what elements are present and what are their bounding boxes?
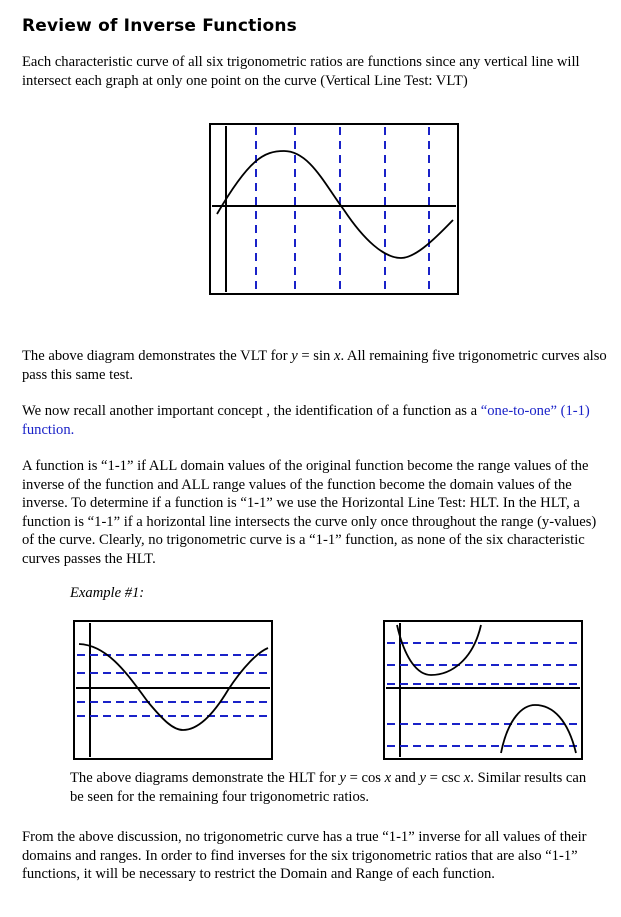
hlt-definition-paragraph: A function is “1-1” if ALL domain values of the original function become the range values of the inverse of the function and ALL range values of the function become the domain values of the inverse. To determine if a function is “1-1” we use the Horizontal Line Test: HLT. In the HLT, a function is “1-1” if a horizontal line intersects the curve only once throughout the range (y-values) of the curve. Clearly, no trigonometric curve is a “1-1” function, as none of the six characteristic curves passes the HLT. [22,458,597,567]
cosecant-hlt-graph [383,620,583,760]
one-to-one-link[interactable]: “one-to-one” (1-1) function. [22,403,590,438]
hlt-caption: The above diagrams demonstrate the HLT for y = cos x and y = csc x. Similar results can be seen for the remaining four trigonometric ratios. [70,770,587,805]
conclusion-paragraph: From the above discussion, no trigonometric curve has a true “1-1” inverse for all values of their domains and ranges. In order to find inverses for the six trigonometric ratios that are also “1-1” functions, it will be necessary to restrict the Domain and Range of each function. [22,829,587,883]
cosine-hlt-graph [73,620,273,760]
page-heading: Review of Inverse Functions [22,16,297,36]
vlt-explanation-paragraph: The above diagram demonstrates the VLT for y = sin x. All remaining five trigonometric curves also pass this same test. [22,348,607,383]
sine-vlt-graph [209,123,459,295]
one-to-one-paragraph: We now recall another important concept , the identification of a function as a “one-to-one” (1-1) function. [22,403,590,438]
vlt-intro-paragraph: Each characteristic curve of all six trigonometric ratios are functions since any vertical line will intersect each graph at only one point on the curve (Vertical Line Test: VLT) [22,54,580,89]
example-label: Example #1: [70,585,145,601]
